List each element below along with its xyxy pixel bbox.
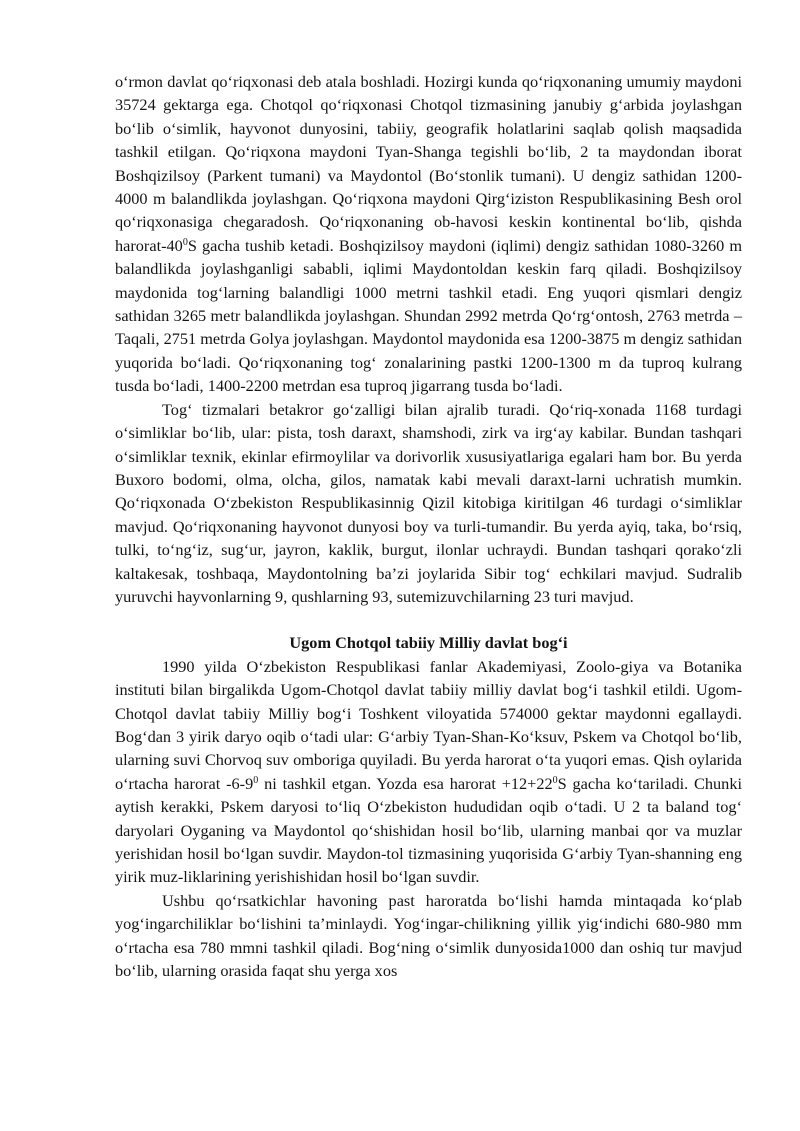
paragraph-national-park bbox=[115, 655, 742, 889]
paragraph-text: S gacha tushib ketadi. Boshqizilsoy maydoni (iqlimi) dengiz sathidan 1080-3260 m balandlikda joylashganligi sababli, iqlimi Maydontoldan keskin farq qiladi. Boshqizilsoy maydonida tog‘larning balandligi 1000 metrni tashkil etadi. Eng yuqori qismlari dengiz sathidan 3265 metr balandlikda joylashgan. Shundan 2992 metrda Qo‘rg‘ontosh, 2763 metrda –Taqali, 2751 metrda Golya joylashgan. Maydontol maydonida esa 1200-3875 m dengiz sathidan yuqorida bo‘ladi. Qo‘riqxonaning tog‘ zonalarining pastki 1200-1300 m da tuproq kulrang tusda bo‘ladi, 1400-2200 metrdan esa tuproq jigarrang tusda bo‘ladi. bbox=[115, 235, 742, 396]
degree-superscript: 0 bbox=[552, 774, 558, 786]
paragraph-text: S gacha ko‘tariladi. Chunki aytish kerakki, Pskem daryosi to‘liq O‘zbekiston hududidan oqib o‘tadi. U 2 ta baland tog‘ daryolari Oyganing va Maydontol qo‘shishidan hosil bo‘lib, ularning manbai qor va muzlar yerishidan hosil bo‘lgan suvdir. Maydon-tol tizmasining yuqorisida G‘arbiy Tyan-shanning eng yirik muz-liklarining yerishishidan hosil bo‘lgan suvdir. bbox=[115, 773, 742, 887]
paragraph-climate-indicators: Ushbu qo‘rsatkichlar havoning past haroratda bo‘lishi hamda mintaqada ko‘plab yog‘ingarchiliklar bo‘lishini ta’minlaydi. Yog‘ingar-chilikning yillik yig‘indichi 680-980 mm o‘rtacha esa 780 mmni tashkil qiladi. Bog‘ning o‘simlik dunyosida1000 dan oshiq tur mavjud bo‘lib, ularning orasida faqat shu yerga xos bbox=[115, 890, 742, 981]
paragraph-reserve-overview bbox=[115, 70, 742, 398]
document-page bbox=[115, 70, 742, 982]
paragraph-flora-fauna: Tog‘ tizmalari betakror go‘zalligi bilan ajralib turadi. Qo‘riq-xonada 1168 turdagi o‘simliklar bo‘lib, ular: pista, tosh daraxt, shamshodi, zirk va irg‘ay kabilar. Bundan tashqari o‘simliklar texnik, ekinlar efirmoylilar va dorivorlik xususiyatlariga egalari ham bor. Bu yerda Buxoro bodomi, olma, olcha, gilos, namatak kabi mevali daraxt-larni uchratish mumkin. Qo‘riqxonada O‘zbekiston Respublikasinnig Qizil kitobiga kiritilgan 46 turdagi o‘simliklar mavjud. Qo‘riqxonaning hayvonot dunyosi boy va turli-tumandir. Bu yerda ayiq, taka, bo‘rsiq, tulki, to‘ng‘iz, sug‘ur, jayron, kaklik, burgut, ilonlar uchraydi. Bundan tashqari qorako‘zli kaltakesak, toshbaqa, Maydontolning ba’zi joylarida Sibir tog‘ echkilari mavjud. Sudralib yuruvchi hayvonlarning 9, qushlarning 93, sutemizuvchilarning 23 turi mavjud. bbox=[115, 399, 742, 606]
paragraph-text: 1990 yilda O‘zbekiston Respublikasi fanlar Akademiyasi, Zoolo-giya va Botanika instituti bilan birgalikda Ugom-Chotqol davlat tabiiy milliy davlat bog‘i tashkil etildi. Ugom-Chotqol davlat tabiiy Milliy bog‘i Toshkent viloyatida 574000 gektar maydonni egallaydi. Bog‘dan 3 yirik daryo oqib o‘tadi ular: G‘arbiy Tyan-Shan-Ko‘ksuv, Pskem va Chotqol bo‘lib, ularning suvi Chorvoq suv omboriga quyiladi. Bu yerda harorat o‘ta yuqori emas. Qish oylarida o‘rtacha harorat -6-9 bbox=[115, 656, 742, 793]
degree-superscript: 0 bbox=[253, 774, 259, 786]
degree-superscript: 0 bbox=[182, 236, 188, 248]
section-heading: Ugom Chotqol tabiiy Milliy davlat bog‘i bbox=[289, 633, 568, 653]
paragraph-text: ni tashkil etgan. Yozda esa harorat +12+22 bbox=[258, 773, 553, 793]
paragraph-text: o‘rmon davlat qo‘riqxonasi deb atala boshladi. Hozirgi kunda qo‘riqxonaning umumiy maydoni 35724 gektarga ega. Chotqol qo‘riqxonasi Chotqol tizmasining janubiy g‘arbida joylashgan bo‘lib o‘simlik, hayvonot dunyosini, tabiiy, geografik holatlarini saqlab qolish maqsadida tashkil etilgan. Qo‘riqxona maydoni Tyan-Shanga tegishli bo‘lib, 2 ta maydondan iborat Boshqizilsoy (Parkent tumani) va Maydontol (Bo‘stonlik tumani). U dengiz sathidan 1200-4000 m balandlikda joylashgan. Qo‘riqxona maydoni Qirg‘iziston Respublikasining Besh orol qo‘riqxonasiga chegaradosh. Qo‘riqxonaning ob-havosi keskin kontinental bo‘lib, qishda harorat-40 bbox=[115, 72, 742, 255]
